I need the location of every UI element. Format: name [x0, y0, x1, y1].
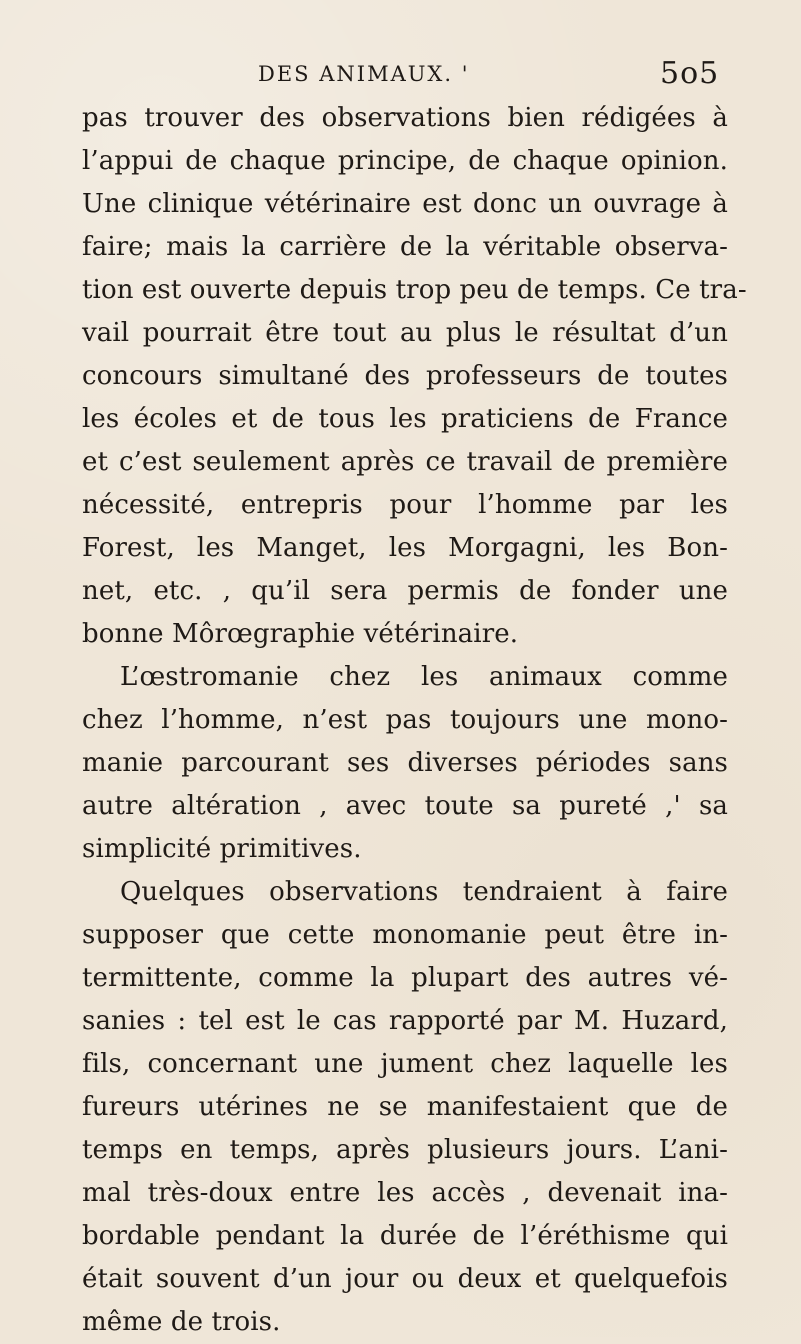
- text-line: mal très-doux entre les accès , devenait ina-: [82, 1178, 728, 1208]
- text-line: net, etc. , qu’il sera permis de fonder une: [82, 576, 728, 606]
- paragraph-first-line: L’œstromanie chez les animaux comme: [120, 662, 728, 692]
- text-line: manie parcourant ses diverses périodes sans: [82, 748, 728, 778]
- text-line: simplicité primitives.: [82, 834, 362, 864]
- text-line: sanies : tel est le cas rapporté par M. Huzard,: [82, 1006, 728, 1036]
- text-line: pas trouver des observations bien rédigées à: [82, 103, 728, 133]
- text-line: termittente, comme la plupart des autres vé-: [82, 963, 728, 993]
- text-line: concours simultané des professeurs de toutes: [82, 361, 728, 391]
- text-line: autre altération , avec toute sa pureté ,' sa: [82, 791, 728, 821]
- text-line: fureurs utérines ne se manifestaient que de: [82, 1092, 728, 1122]
- text-line: bonne Môrœgraphie vétérinaire.: [82, 619, 519, 649]
- running-header: [0, 58, 801, 100]
- paragraph-first-line: Quelques observations tendraient à faire: [120, 877, 728, 907]
- text-line: même de trois.: [82, 1307, 281, 1337]
- text-line: chez l’homme, n’est pas toujours une mono-: [82, 705, 728, 735]
- page-number: 5o5: [660, 56, 720, 91]
- text-line: et c’est seulement après ce travail de première: [82, 447, 728, 477]
- text-line: vail pourrait être tout au plus le résultat d’un: [82, 318, 728, 348]
- body-text: [82, 97, 747, 1344]
- text-line: tion est ouverte depuis trop peu de temps. Ce tra-: [82, 275, 747, 305]
- text-line: bordable pendant la durée de l’éréthisme qui: [82, 1221, 728, 1251]
- text-line: l’appui de chaque principe, de chaque opinion.: [82, 146, 728, 176]
- text-line: Une clinique vétérinaire est donc un ouvrage à: [82, 189, 728, 219]
- text-line: Forest, les Manget, les Morgagni, les Bon-: [82, 533, 728, 563]
- text-line: faire; mais la carrière de la véritable observa-: [82, 232, 728, 262]
- text-line: fils, concernant une jument chez laquelle les: [82, 1049, 728, 1079]
- text-line: temps en temps, après plusieurs jours. L’ani-: [82, 1135, 728, 1165]
- text-line: était souvent d’un jour ou deux et quelquefois: [82, 1264, 728, 1294]
- text-line: les écoles et de tous les praticiens de France: [82, 404, 728, 434]
- text-line: nécessité, entrepris pour l’homme par les: [82, 490, 728, 520]
- running-title: DES ANIMAUX. ': [258, 62, 470, 86]
- text-line: supposer que cette monomanie peut être in-: [82, 920, 728, 950]
